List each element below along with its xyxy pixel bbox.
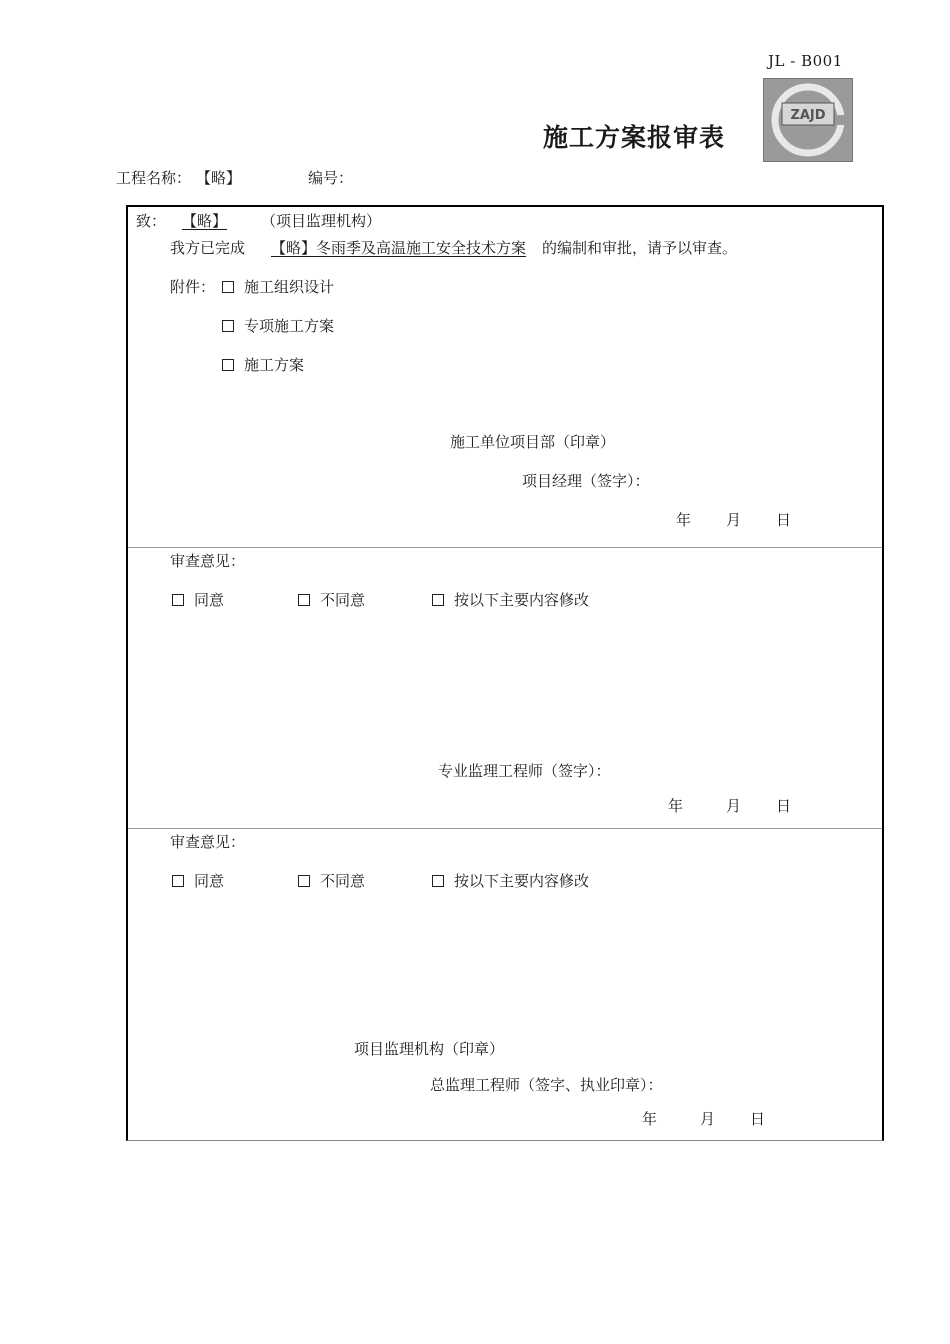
to-suffix: （项目监理机构） xyxy=(261,212,382,230)
option-agree[interactable]: 同意 xyxy=(172,870,224,891)
date-day: 日 xyxy=(776,797,792,815)
to-value-field[interactable]: 【略】 xyxy=(182,212,228,230)
option-modify[interactable]: 按以下主要内容修改 xyxy=(432,870,589,891)
review-opinion-label: 审查意见： xyxy=(170,552,246,570)
checkbox-icon[interactable] xyxy=(222,359,234,371)
checkbox-icon[interactable] xyxy=(172,594,184,606)
option-disagree[interactable]: 不同意 xyxy=(298,589,365,610)
number-label: 编号： xyxy=(308,169,354,187)
date-month: 月 xyxy=(726,511,742,529)
attachment-special-plan[interactable]: 专项施工方案 xyxy=(222,315,334,336)
contractor-unit-label: 施工单位项目部（印章） xyxy=(450,433,616,451)
chief-engineer-label: 总监理工程师（签字、执业印章）： xyxy=(430,1076,663,1094)
section-divider xyxy=(128,547,882,548)
option-agree[interactable]: 同意 xyxy=(172,589,224,610)
checkbox-icon[interactable] xyxy=(298,594,310,606)
date-year: 年 xyxy=(676,511,692,529)
review-opinion-label: 审查意见： xyxy=(170,833,246,851)
checkbox-icon[interactable] xyxy=(222,281,234,293)
option-disagree[interactable]: 不同意 xyxy=(298,870,365,891)
to-label: 致： xyxy=(136,212,167,230)
supervision-org-label: 项目监理机构（印章） xyxy=(354,1040,505,1058)
to-line xyxy=(136,210,381,231)
checkbox-icon[interactable] xyxy=(432,594,444,606)
date-month: 月 xyxy=(726,797,742,815)
statement-value-field[interactable]: 【略】冬雨季及高温施工安全技术方案 xyxy=(271,239,527,257)
date-day: 日 xyxy=(750,1110,766,1128)
date-day: 日 xyxy=(776,511,792,529)
attachment-org-design[interactable]: 施工组织设计 xyxy=(222,276,334,297)
approval-form xyxy=(126,205,884,1141)
option-modify[interactable]: 按以下主要内容修改 xyxy=(432,589,589,610)
company-logo xyxy=(763,78,853,162)
statement-line xyxy=(170,237,737,258)
checkbox-icon[interactable] xyxy=(432,875,444,887)
statement-suffix: 的编制和审批，请予以审查。 xyxy=(542,239,738,257)
date-year: 年 xyxy=(642,1110,658,1128)
logo-text: ZAJD xyxy=(790,108,826,123)
checkbox-icon[interactable] xyxy=(298,875,310,887)
checkbox-icon[interactable] xyxy=(172,875,184,887)
project-name-value: 【略】 xyxy=(196,169,242,187)
form-title: 施工方案报审表 xyxy=(543,123,726,152)
checkbox-icon[interactable] xyxy=(222,320,234,332)
statement-prefix: 我方已完成 xyxy=(170,239,246,257)
date-year: 年 xyxy=(668,797,684,815)
date-month: 月 xyxy=(700,1110,716,1128)
attachment-label: 附件： xyxy=(170,278,216,296)
project-name-label: 工程名称： xyxy=(116,169,192,187)
specialist-engineer-label: 专业监理工程师（签字）： xyxy=(438,762,611,780)
section-divider xyxy=(128,828,882,829)
project-manager-label: 项目经理（签字）： xyxy=(522,472,650,490)
attachment-construction-plan[interactable]: 施工方案 xyxy=(222,354,304,375)
form-code: JL - B001 xyxy=(768,52,843,70)
